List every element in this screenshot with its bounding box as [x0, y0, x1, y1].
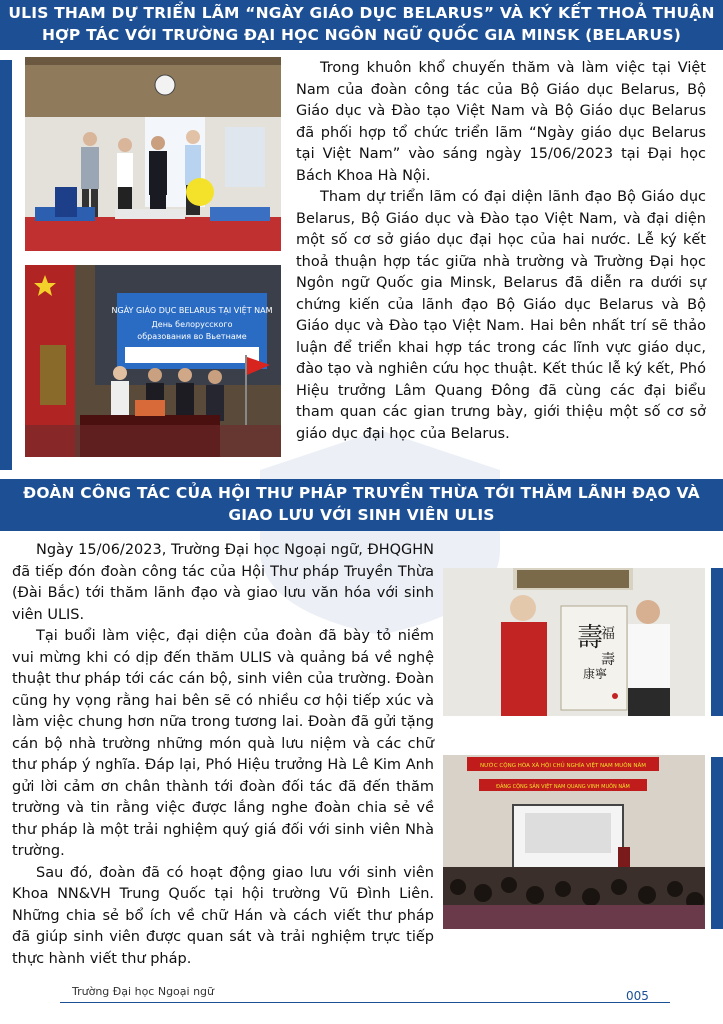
- section1-paragraph2: Tham dự triển lãm có đại diện lãnh đạo Bộ Giáo dục Belarus, Bộ Giáo dục và Đào tạo Việt Nam, và đại diện một số cơ sở giáo dục đại học của hai nước. Lễ ký kết thoả thuận hợp tác giữa nhà trường và Trường Đại học Ngôn ngữ Quốc gia Minsk, Belarus đã diễn ra dưới sự chứng kiến của lãnh đạo Bộ Giáo dục Belarus và Bộ Giáo dục và Đào tạo Việt Nam. Hai bên nhất trí sẽ thảo luận để triển khai hợp tác trong các lĩnh vực giáo dục, đào tạo và nghiên cứu học thuật. Kết thúc lễ ký kết, Phó Hiệu trưởng Lâm Quang Đông đã cùng các đại biểu tham quan các gian trưng bày, giới thiệu một số cơ sở giáo dục đại học của Belarus.: [296, 189, 706, 442]
- photo4-banner-line2: ĐẢNG CỘNG SẢN VIỆT NAM QUANG VINH MUÔN NĂM: [496, 784, 630, 790]
- photo-calligraphy-gift: [443, 568, 705, 716]
- section2-article-text: [12, 540, 434, 970]
- svg-text:壽: 壽: [601, 652, 615, 668]
- section2-title-line2: GIAO LƯU VỚI SINH VIÊN ULIS: [228, 506, 495, 524]
- photo2-banner-line2: День белорусского: [151, 320, 233, 329]
- footer-divider: [60, 1002, 670, 1003]
- svg-text:康寧: 康寧: [583, 667, 608, 681]
- section1-paragraph1: Trong khuôn khổ chuyến thăm và làm việc tại Việt Nam của đoàn công tác của Bộ Giáo dục Belarus, Bộ Giáo dục và Đào tạo Việt Nam và Bộ Giáo dục Belarus đã phối hợp tổ chức triển lãm “Ngày giáo dục Belarus tại Việt Nam” vào sáng ngày 15/06/2023 tại Đại học Bách Khoa Hà Nội.: [296, 60, 706, 184]
- footer-school-name: Trường Đại học Ngoại ngữ: [72, 985, 215, 998]
- photo-lecture-hall: [443, 755, 705, 929]
- photo2-banner-line3: образования во Вьетнаме: [137, 332, 247, 341]
- section2-paragraph2: Tại buổi làm việc, đại diện của đoàn đã bày tỏ niềm vui mừng khi có dịp đến thăm ULIS và quảng bá về nghệ thuật thư pháp tới các cán bộ, sinh viên của trường. Đoàn cũng hy vọng rằng hai bên sẽ có nhiều cơ hội tiếp xúc và làm việc chung hơn nữa trong tương lai. Đoàn đã gửi tặng cán bộ nhà trường những món quà lưu niệm và các chữ thư pháp ý nghĩa. Đáp lại, Phó Hiệu trưởng Hà Lê Kim Anh gửi lời cảm ơn chân thành tới đoàn đối tác đã đến thăm trường và tin rằng việc được lắng nghe đoàn chia sẻ về thư pháp là một trải nghiệm quý giá đối với sinh viên Nhà trường.: [12, 628, 434, 859]
- left-accent-bar: [0, 60, 12, 470]
- section2-paragraph3: Sau đó, đoàn đã có hoạt động giao lưu với sinh viên Khoa NN&VH Trung Quốc tại hội trường Vũ Đình Liên. Những chia sẻ bổ ích về chữ Hán và cách viết thư pháp đã giúp sinh viên được quan sát và trải nghiệm trực tiếp thực hành viết thư pháp.: [12, 864, 434, 967]
- section1-article-text: [296, 58, 706, 445]
- right-accent-bar-bottom: [711, 757, 723, 929]
- right-accent-bar-top: [711, 568, 723, 716]
- section2-title-banner: [0, 479, 723, 531]
- section1-title-banner: [0, 0, 723, 50]
- page-number: 005: [626, 989, 649, 1003]
- svg-text:壽: 壽: [577, 623, 604, 653]
- photo-exhibition-booth: [25, 57, 281, 251]
- photo4-banner-line1: NƯỚC CỘNG HÒA XÃ HỘI CHỦ NGHĨA VIỆT NAM MUÔN NĂM: [479, 763, 647, 769]
- section1-title-line2: HỢP TÁC VỚI TRƯỜNG ĐẠI HỌC NGÔN NGỮ QUỐC GIA MINSK (BELARUS): [42, 26, 681, 44]
- photo-signing-ceremony: [25, 265, 281, 457]
- svg-text:福: 福: [601, 626, 615, 642]
- section2-paragraph1: Ngày 15/06/2023, Trường Đại học Ngoại ngữ, ĐHQGHN đã tiếp đón đoàn công tác của Hội Thư pháp Truyền Thừa (Đài Bắc) tới thăm lãnh đạo và giao lưu văn hóa với sinh viên ULIS.: [12, 542, 434, 623]
- photo2-banner-line1: NGÀY GIÁO DỤC BELARUS TẠI VIỆT NAM: [111, 306, 273, 315]
- section2-title-line1: ĐOÀN CÔNG TÁC CỦA HỘI THƯ PHÁP TRUYỀN THỪA TỚI THĂM LÃNH ĐẠO VÀ: [23, 484, 700, 502]
- section1-title-line1: ULIS THAM DỰ TRIỂN LÃM “NGÀY GIÁO DỤC BELARUS” VÀ KÝ KẾT THOẢ THUẬN: [8, 4, 715, 22]
